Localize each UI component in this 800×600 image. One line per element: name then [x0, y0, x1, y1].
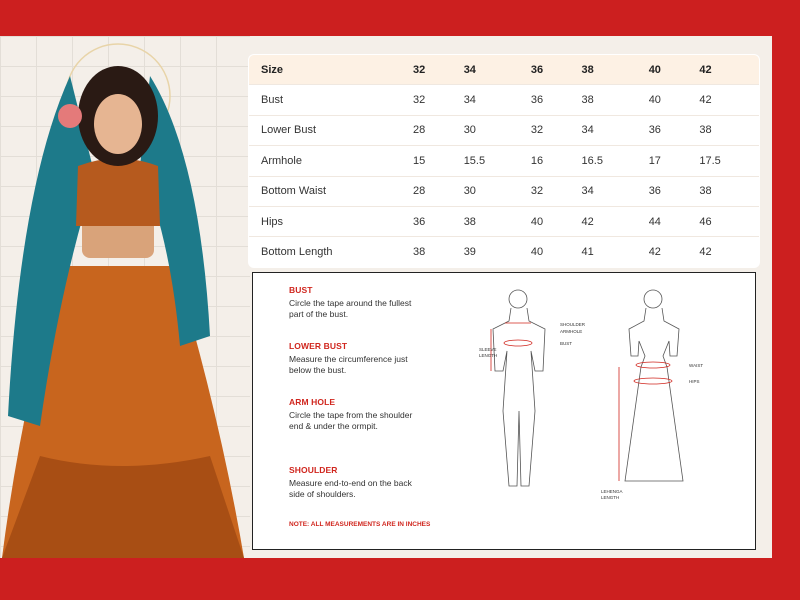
table-cell: 28 [405, 115, 456, 145]
content-panel [0, 36, 772, 558]
header-cell: 36 [523, 55, 574, 85]
table-cell: 32 [523, 176, 574, 206]
guide-text: Circle the tape around the fullest part of the bust. [289, 298, 412, 319]
table-cell: 34 [574, 115, 641, 145]
guide-title: BUST [289, 285, 313, 295]
table-cell: 30 [456, 176, 523, 206]
table-cell: 46 [691, 206, 759, 236]
table-cell: 36 [405, 206, 456, 236]
table-cell: 15 [405, 146, 456, 176]
label-sleeve: SLEEVE [479, 347, 497, 352]
table-cell: 28 [405, 176, 456, 206]
measurement-guide [252, 272, 756, 550]
table-cell: Bottom Length [249, 237, 406, 267]
guide-item-shoulder [289, 465, 419, 500]
table-cell: Armhole [249, 146, 406, 176]
table-cell: Hips [249, 206, 406, 236]
table-cell: 38 [405, 237, 456, 267]
table-cell: 38 [456, 206, 523, 236]
guide-text: Measure the circumference just below the bust. [289, 354, 408, 375]
table-cell: 36 [641, 176, 692, 206]
model-illustration [0, 36, 250, 558]
table-cell: 32 [523, 115, 574, 145]
table-cell: 17 [641, 146, 692, 176]
label-shoulder: SHOULDER [560, 322, 586, 327]
guide-text: Circle the tape from the shoulder end & under the ormpit. [289, 410, 413, 431]
table-cell: 40 [523, 237, 574, 267]
table-cell: 15.5 [456, 146, 523, 176]
table-row [249, 206, 760, 236]
guide-title: ARM HOLE [289, 397, 336, 407]
table-row [249, 176, 760, 206]
table-cell: 40 [641, 85, 692, 115]
label-waist: WAIST [689, 363, 704, 368]
table-cell: 40 [523, 206, 574, 236]
header-cell: Size [249, 55, 406, 85]
header-cell: 32 [405, 55, 456, 85]
guide-item-arm-hole [289, 397, 419, 432]
header-cell: 42 [691, 55, 759, 85]
table-cell: 42 [574, 206, 641, 236]
label-lehenga: LEHENGA [601, 489, 623, 494]
size-chart-table [248, 54, 760, 268]
table-cell: 16.5 [574, 146, 641, 176]
guide-title: SHOULDER [289, 465, 338, 475]
table-cell: 17.5 [691, 146, 759, 176]
guide-item-lower-bust [289, 341, 419, 376]
table-cell: 38 [574, 85, 641, 115]
table-cell: 39 [456, 237, 523, 267]
table-row [249, 115, 760, 145]
guide-item-bust [289, 285, 419, 320]
label-hips: HIPS [689, 379, 700, 384]
table-cell: 38 [691, 176, 759, 206]
table-cell: Bottom Waist [249, 176, 406, 206]
table-row [249, 237, 760, 267]
guide-title: LOWER BUST [289, 341, 348, 351]
table-row [249, 85, 760, 115]
guide-text: Measure end-to-end on the back side of shoulders. [289, 478, 412, 499]
label-bust: BUST [560, 341, 573, 346]
table-row [249, 146, 760, 176]
table-cell: 36 [641, 115, 692, 145]
table-cell: Lower Bust [249, 115, 406, 145]
table-header-row [249, 55, 760, 85]
table-cell: 16 [523, 146, 574, 176]
table-cell: 42 [691, 85, 759, 115]
table-cell: 36 [523, 85, 574, 115]
header-cell: 38 [574, 55, 641, 85]
table-cell: 38 [691, 115, 759, 145]
label-lehenga-length: LENGTH [601, 495, 620, 500]
table-cell: 34 [456, 85, 523, 115]
measurement-note: NOTE: ALL MEASUREMENTS ARE IN INCHES [289, 521, 431, 528]
header-cell: 34 [456, 55, 523, 85]
header-cell: 40 [641, 55, 692, 85]
body-measurement-diagram [473, 281, 743, 501]
table-cell: 41 [574, 237, 641, 267]
table-cell: 34 [574, 176, 641, 206]
table-cell: 44 [641, 206, 692, 236]
table-cell: 30 [456, 115, 523, 145]
table-cell: 42 [691, 237, 759, 267]
table-cell: Bust [249, 85, 406, 115]
table-cell: 32 [405, 85, 456, 115]
label-sleeve-length: LENGTH [479, 353, 498, 358]
table-cell: 42 [641, 237, 692, 267]
label-armhole: ARMHOLE [560, 329, 583, 334]
